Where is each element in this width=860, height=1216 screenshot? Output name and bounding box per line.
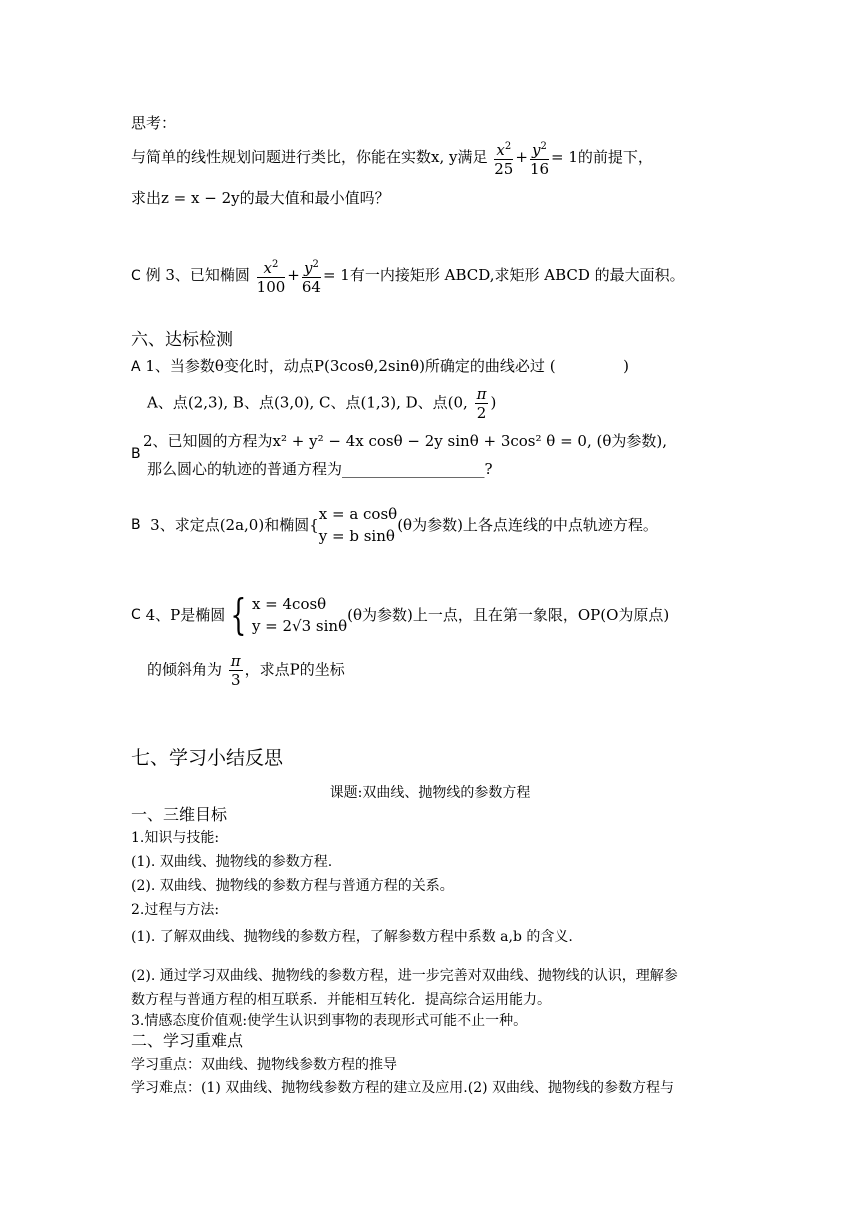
question-4-line2-prefix: 的倾斜角为: [147, 660, 223, 679]
lesson-title: 课题:双曲线、抛物线的参数方程: [329, 785, 531, 801]
question-4-eq1: x = 4cosθ: [251, 595, 327, 613]
question-3-eq2: y = b sinθ: [318, 527, 395, 545]
question-2-level: B: [131, 446, 141, 462]
section-6-title: 六、达标检测: [131, 330, 233, 350]
think-q1-suffix: 的前提下，: [577, 148, 653, 166]
fraction-pi-3: $\frac{\pi}{3}$: [230, 652, 241, 689]
goal-1: 1.知识与技能:: [131, 830, 220, 846]
think-question-line1: 与简单的线性规划问题进行类比，你能在实数x, y满足 $\frac{x^2}{25}$ + $\frac{y^2}{16}$ = 1的前提下，: [131, 138, 653, 178]
question-4-level: C: [131, 607, 141, 623]
goals-title: 一、三维目标: [131, 805, 228, 824]
question-3-eq1: x = a cosθ: [318, 505, 398, 523]
example-3-suffix: 有一内接矩形 ABCD,求矩形 ABCD 的最大面积。: [349, 266, 685, 284]
question-4-line2: [147, 652, 345, 689]
goal-2b-line1: (2). 通过学习双曲线、抛物线的参数方程，进一步完善对双曲线、抛物线的认识，理解参: [131, 968, 678, 984]
question-4-prefix: 4、P是椭圆: [145, 606, 226, 624]
question-2-line2: 那么圆心的轨迹的普通方程为___________________?: [147, 460, 493, 478]
fraction-x2-25: $\frac{x^2}{25}$: [494, 138, 513, 178]
example-3-level: C: [131, 268, 141, 284]
question-3: [131, 500, 658, 550]
key-difficulty: 学习难点：(1) 双曲线、抛物线参数方程的建立及应用.(2) 双曲线、抛物线的参数方程与: [131, 1080, 675, 1096]
key-points-title: 二、学习重难点: [131, 1031, 244, 1050]
question-1-text: 1、当参数θ变化时，动点P(3cosθ,2sinθ)所确定的曲线必过 (: [145, 357, 556, 375]
question-4-system: [252, 593, 347, 637]
goal-1b: (2). 双曲线、抛物线的参数方程与普通方程的关系。: [131, 878, 454, 894]
think-q1-prefix: 与简单的线性规划问题进行类比，你能在实数x, y满足: [131, 148, 488, 166]
question-4: [131, 590, 669, 640]
question-1-options-text: A、点(2,3), B、点(3,0), C、点(1,3), D、点(0,: [147, 393, 468, 412]
key-focus: 学习重点：双曲线、抛物线参数方程的推导: [131, 1057, 397, 1073]
question-1-level: A: [131, 359, 141, 375]
section-7-title: 七、学习小结反思: [131, 747, 284, 769]
goal-2b-line2: 数方程与普通方程的相互联系．并能相互转化．提高综合运用能力。: [131, 992, 551, 1008]
question-3-prefix: 3、求定点(2a,0)和椭圆{: [150, 516, 319, 534]
question-4-line2-suffix: ，求点P的坐标: [244, 660, 345, 679]
fraction-y2-16: $\frac{y^2}{16}$: [530, 138, 549, 178]
fraction-y2-64: $\frac{y^2}{64}$: [302, 256, 321, 296]
fraction-x2-100: $\frac{x^2}{100}$: [257, 256, 286, 296]
question-4-suffix: (θ为参数)上一点，且在第一象限，OP(O为原点): [347, 606, 670, 624]
think-heading: 思考：: [131, 114, 177, 132]
left-brace-icon: {: [230, 590, 247, 639]
question-3-level: B: [131, 517, 141, 533]
goal-1a: (1). 双曲线、抛物线的参数方程.: [131, 854, 333, 870]
question-1-options: A、点(2,3), B、点(3,0), C、点(1,3), D、点(0, $\frac{\pi}{2}$ ): [147, 385, 497, 422]
question-4-eq2: y = 2√3 sinθ: [251, 617, 348, 635]
think-question-line2: 求出z = x − 2y的最大值和最小值吗？: [131, 189, 390, 207]
goal-2: 2.过程与方法:: [131, 902, 220, 918]
example-3: C 例 3、已知椭圆 $\frac{x^2}{100}$ + $\frac{y^2}{64}$ = 1有一内接矩形 ABCD,求矩形 ABCD 的最大面积。: [131, 256, 685, 296]
question-1: [131, 356, 629, 377]
fraction-pi-2: $\frac{\pi}{2}$: [476, 385, 487, 422]
goal-2a: (1). 了解双曲线、抛物线的参数方程，了解参数方程中系数 a,b 的含义.: [131, 929, 573, 945]
question-1-paren-close: ): [623, 357, 629, 375]
question-3-suffix: (θ为参数)上各点连线的中点轨迹方程。: [397, 516, 658, 534]
question-3-system: [319, 503, 397, 547]
question-2-line1: 2、已知圆的方程为x² + y² − 4x cosθ − 2y sinθ + 3cos² θ = 0, (θ为参数),: [143, 432, 667, 450]
goal-3: 3.情感态度价值观:使学生认识到事物的表现形式可能不止一种。: [131, 1013, 528, 1029]
example-3-prefix: 例 3、已知椭圆: [145, 266, 250, 284]
